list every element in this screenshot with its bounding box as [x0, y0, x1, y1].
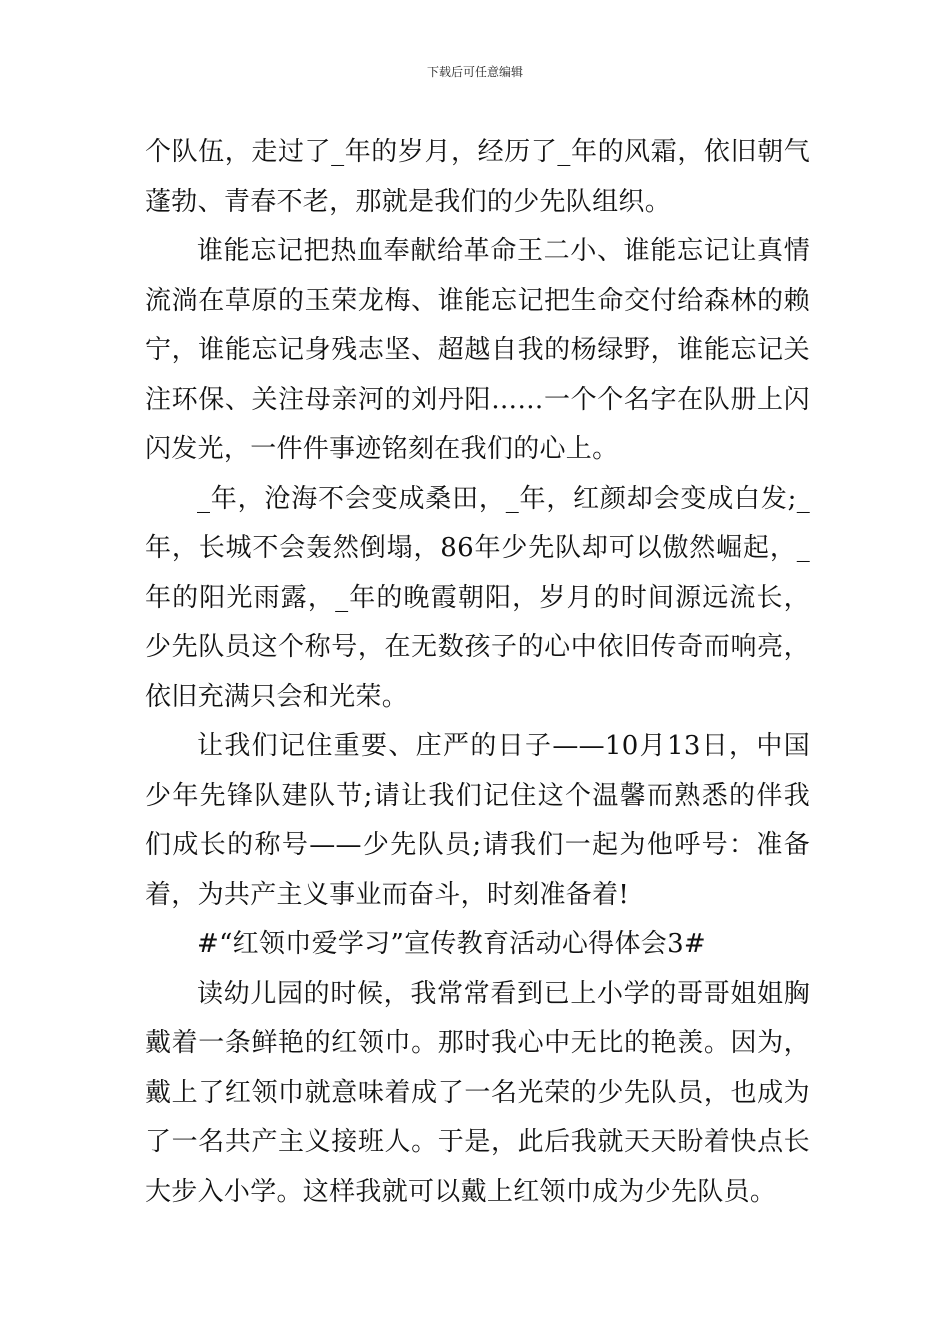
- paragraph-2: 谁能忘记把热血奉献给革命王二小、谁能忘记让真情流淌在草原的玉荣龙梅、谁能忘记把生命交付给森林的赖宁，谁能忘记身残志坚、超越自我的杨绿野，谁能忘记关注环保、关注母亲河的刘丹阳……一个个名字在队册上闪闪发光，一件件事迹铭刻在我们的心上。: [145, 236, 810, 464]
- document-body: [145, 128, 810, 1217]
- paragraph-5: 读幼儿园的时候，我常常看到已上小学的哥哥姐姐胸戴着一条鲜艳的红领巾。那时我心中无比的艳羡。因为，戴上了红领巾就意味着成了一名光荣的少先队员，也成为了一名共产主义接班人。于是，此后我就天天盼着快点长大步入小学。这样我就可以戴上红领巾成为少先队员。: [145, 978, 810, 1207]
- paragraph-3: _年，沧海不会变成桑田，_年，红颜却会变成白发;_年，长城不会轰然倒塌，86年少先队却可以傲然崛起，_年的阳光雨露，_年的晚霞朝阳，岁月的时间源远流长，少先队员这个称号，在无数孩子的心中依旧传奇而响亮，依旧充满只会和光荣。: [145, 483, 810, 712]
- page-header: 下载后可任意编辑: [426, 65, 523, 79]
- paragraph-4: 让我们记住重要、庄严的日子——10月13日，中国少年先锋队建队节;请让我们记住这个温馨而熟悉的伴我们成长的称号——少先队员;请我们一起为他呼号：准备着，为共产主义事业而奋斗，时刻准备着!: [145, 731, 810, 910]
- section-heading: #“红领巾爱学习”宣传教育活动心得体会3#: [197, 929, 706, 959]
- paragraph-1: 个队伍，走过了_年的岁月，经历了_年的风霜，依旧朝气蓬勃、青春不老，那就是我们的少先队组织。: [145, 137, 810, 217]
